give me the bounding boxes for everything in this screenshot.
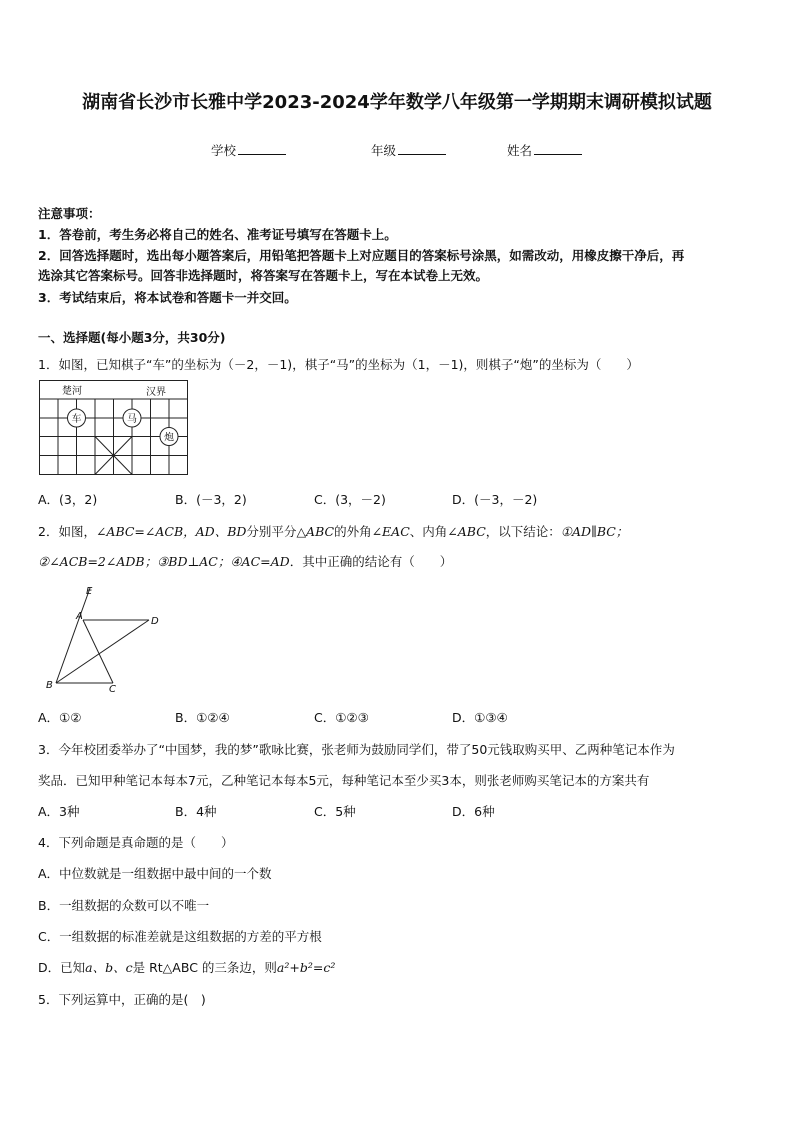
q2-math: ∠ABC [447,524,486,539]
q3-option-c: C．5种 [314,804,356,819]
q2-math: △ABC [296,524,335,539]
section-heading: 一、选择题(每小题3分，共30分) [38,330,226,345]
q2-math: ∠EAC [371,524,410,539]
piece-pao-label: 炮 [164,432,174,444]
grade-field [371,141,446,159]
q1-option-b: B．(－3，2) [175,492,247,507]
q2-option-c: C．①②③ [314,710,369,725]
label-d: D [151,616,159,627]
grade-blank [398,142,446,155]
q4-stem: 4．下列命题是真命题的是（ ） [38,835,234,850]
q2-text: ．其中正确的结论有（ ） [289,554,453,569]
page-title: 湖南省长沙市长雅中学2023-2024学年数学八年级第一学期期末调研模拟试题 [82,92,712,113]
piece-pao [160,428,178,446]
q2-triangle-figure [38,582,168,694]
q4-math: a、b、c [85,960,133,975]
notice-item: 选涂其它答案标号。回答非选择题时，将答案写在答题卡上，写在本试卷上无效。 [38,268,489,283]
label-b: B [46,680,53,691]
piece-ma [123,409,141,427]
q3-stem-line2: 奖品．已知甲种笔记本每本7元，乙种笔记本每本5元，每种笔记本至少买3本，则张老师购买笔记本的方案共有 [38,773,650,788]
q4-math: a²+b²=c² [276,960,336,975]
piece-che [68,409,86,427]
q2-math: ∠ABC=∠ACB，AD、BD [95,524,247,539]
q2-math: ②∠ACB=2∠ADB；③BD⊥AC；④AC=AD [38,554,290,569]
school-field [211,141,286,159]
q2-option-d: D．①③④ [452,710,508,725]
q2-text: 的外角 [334,524,372,539]
q1-option-a: A．(3，2) [38,492,98,507]
q3-option-a: A．3种 [38,804,80,819]
board-label-chuhe: 楚河 [62,386,82,397]
notice-item: 2．回答选择题时，选出每小题答案后，用铅笔把答题卡上对应题目的答案标号涂黑，如需改动，用橡皮擦干净后，再 [38,248,685,263]
label-c: C [109,684,116,694]
q2-text: ，以下结论： [485,524,561,539]
label-a: A [76,611,83,622]
q5-stem: 5．下列运算中，正确的是( ) [38,992,206,1007]
q4-option-d [38,958,335,976]
q1-stem: 1．如图，已知棋子“车”的坐标为（－2，－1)，棋子“马”的坐标为（1，－1)，则棋子“炮”的坐标为（ ） [38,357,639,372]
q4-text: D．已知 [38,960,86,975]
q4-option-c: C．一组数据的标准差就是这组数据的方差的平方根 [38,929,322,944]
q1-chess-board [38,379,190,479]
name-label: 姓名 [507,143,533,158]
notice-item: 3．考试结束后，将本试卷和答题卡一并交回。 [38,290,297,305]
name-field [507,141,582,159]
q2-text: 、内角 [409,524,448,539]
q3-option-d: D．6种 [452,804,495,819]
q3-option-b: B．4种 [175,804,217,819]
q4-option-b: B．一组数据的众数可以不唯一 [38,898,210,913]
q2-option-b: B．①②④ [175,710,230,725]
q2-math: ①AD∥BC； [560,524,629,539]
q3-stem-line1: 3．今年校团委举办了“中国梦，我的梦”歌咏比赛，张老师为鼓励同学们，带了50元钱取购买甲、乙两种笔记本作为 [38,742,675,757]
q1-option-c: C．(3，－2) [314,492,386,507]
notice-item: 1．答卷前，考生务必将自己的姓名、准考证号填写在答题卡上。 [38,227,397,242]
piece-che-label: 车 [71,414,82,425]
board-label-hanjie: 汉界 [146,387,166,398]
q2-stem-line1 [38,522,628,540]
grade-label: 年级 [371,143,397,158]
notice-heading: 注意事项： [38,206,101,221]
q2-text: 2．如图， [38,524,96,539]
q4-option-a: A．中位数就是一组数据中最中间的一个数 [38,866,272,881]
q1-option-d: D．(－3，－2) [452,492,538,507]
school-blank [238,142,286,155]
q2-option-a: A．①② [38,710,82,725]
q2-stem-line2 [38,552,452,570]
piece-ma-label: 马 [127,414,137,425]
q2-text: 分别平分 [246,524,297,539]
q4-text: 是 Rt△ABC 的三条边，则 [132,960,277,975]
label-e: E [86,586,93,597]
school-label: 学校 [211,143,237,158]
name-blank [534,142,582,155]
